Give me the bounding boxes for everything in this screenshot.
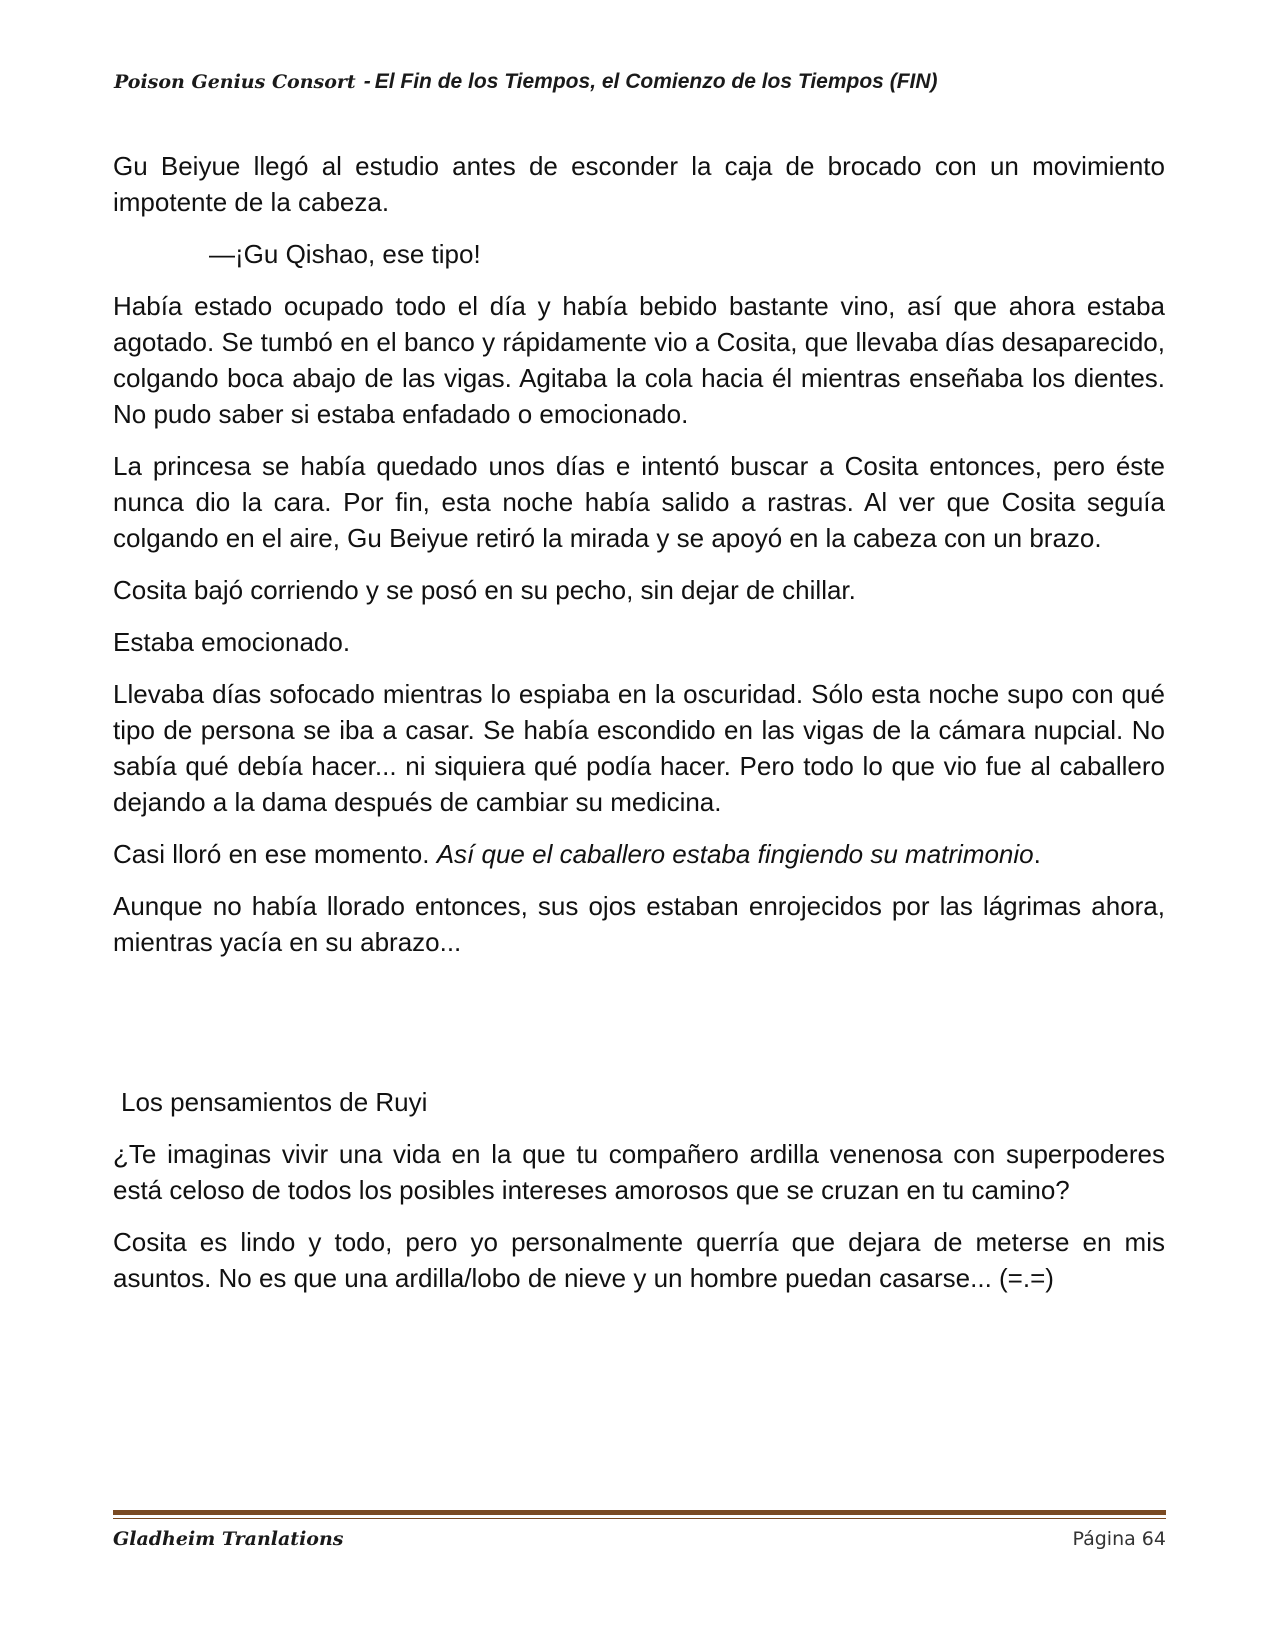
paragraph-7: Llevaba días sofocado mientras lo espiaba en la oscuridad. Sólo esta noche supo con qué tipo de persona se iba a casar. Se había escondido en las vigas de la cámara nupcial. No sabía qué debía hacer... ni siquiera qué podía hacer. Pero todo lo que vio fue al caballero dejando a la dama después de cambiar su medicina. <box>113 679 1165 817</box>
footer-divider-thin <box>113 1518 1166 1519</box>
paragraph-11: Cosita es lindo y todo, pero yo personalmente querría que dejara de meterse en mis asuntos. No es que una ardilla/lobo de nieve y un hombre puedan casarse... (=.=) <box>113 1227 1165 1293</box>
chapter-title: El Fin de los Tiempos, el Comienzo de los Tiempos (FIN) <box>374 70 938 93</box>
translator-notes-heading: Los pensamientos de Ruyi <box>121 1087 428 1117</box>
paragraph-4: La princesa se había quedado unos días e intentó buscar a Cosita entonces, pero éste nunca dio la cara. Por fin, esta noche había salido a rastras. Al ver que Cosita seguía colgando en el aire, Gu Beiyue retiró la mirada y se apoyó en la cabeza con un brazo. <box>113 451 1165 553</box>
paragraph-10: ¿Te imaginas vivir una vida en la que tu compañero ardilla venenosa con superpoderes está celoso de todos los posibles intereses amorosos que se cruzan en tu camino? <box>113 1139 1165 1205</box>
section-spacer <box>113 976 1165 1084</box>
paragraph-3: Había estado ocupado todo el día y había bebido bastante vino, así que ahora estaba agotado. Se tumbó en el banco y rápidamente vio a Cosita, que llevaba días desaparecido, colgando boca abajo de las vigas. Agitaba la cola hacia él mientras enseñaba los dientes. No pudo saber si estaba enfadado o emocionado. <box>113 291 1165 429</box>
page-number: Página 64 <box>1072 1528 1166 1550</box>
paragraph-6: Estaba emocionado. <box>113 627 351 657</box>
book-title: Poison Genius Consort <box>114 71 356 93</box>
paragraph-8-end: . <box>1033 839 1041 869</box>
footer-divider <box>113 1510 1166 1515</box>
paragraph-1: Gu Beiyue llegó al estudio antes de esconder la caja de brocado con un movimiento impotente de la cabeza. <box>113 151 1165 217</box>
header-separator: - <box>363 70 371 93</box>
paragraph-8-text: Casi lloró en ese momento. <box>113 839 437 869</box>
chapter-body <box>113 148 1165 1312</box>
publisher-name: Gladheim Tranlations <box>113 1528 344 1550</box>
paragraph-8-italic: Así que el caballero estaba fingiendo su matrimonio <box>436 839 1034 869</box>
dialogue-line: —¡Gu Qishao, ese tipo! <box>209 239 481 269</box>
page-header <box>114 70 1164 94</box>
paragraph-8 <box>113 836 1165 872</box>
paragraph-9: Aunque no había llorado entonces, sus ojos estaban enrojecidos por las lágrimas ahora, mientras yacía en su abrazo... <box>113 891 1165 957</box>
paragraph-5: Cosita bajó corriendo y se posó en su pecho, sin dejar de chillar. <box>113 575 856 605</box>
